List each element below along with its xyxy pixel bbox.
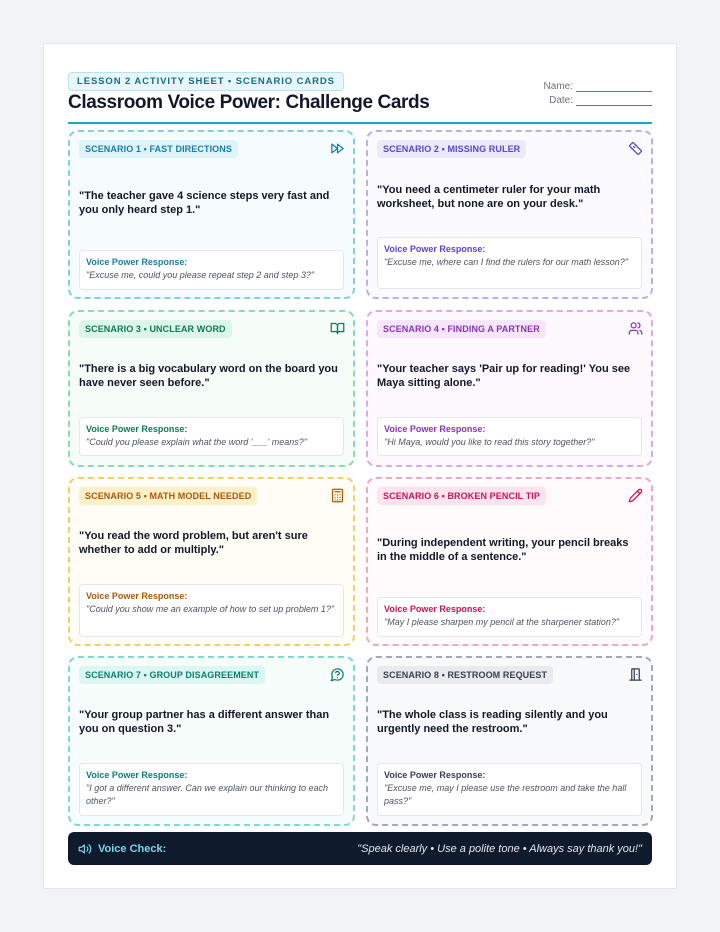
response-text: "Hi Maya, would you like to read this story together?" xyxy=(384,437,595,447)
scenario-prompt: "Your group partner has a different answer than you on question 3." xyxy=(79,709,330,735)
users-icon xyxy=(628,321,643,336)
scenario-card xyxy=(68,310,355,467)
scenario-card xyxy=(366,310,653,467)
scenario-prompt: "Your teacher says 'Pair up for reading!' You see Maya sitting alone." xyxy=(377,363,631,389)
response-box xyxy=(79,417,344,456)
scenario-card xyxy=(366,477,653,646)
response-box xyxy=(377,417,642,456)
scenario-card xyxy=(366,656,653,826)
help-circle-icon xyxy=(330,667,345,682)
lesson-tag: LESSON 2 ACTIVITY SHEET • SCENARIO CARDS xyxy=(68,72,344,91)
response-box xyxy=(377,763,642,816)
response-box xyxy=(377,597,642,637)
pencil-icon xyxy=(628,488,643,503)
response-label: Voice Power Response: xyxy=(86,770,188,780)
response-text: "Could you please explain what the word '___' means?" xyxy=(86,437,307,447)
door-icon xyxy=(628,667,643,682)
response-box xyxy=(79,584,344,637)
response-label: Voice Power Response: xyxy=(86,591,188,601)
scenario-card xyxy=(68,656,355,826)
response-text: "Excuse me, where can I find the rulers for our math lesson?" xyxy=(384,257,629,267)
scenario-card xyxy=(68,477,355,646)
response-label: Voice Power Response: xyxy=(384,424,486,434)
response-text: "I got a different answer. Can we explain our thinking to each other?" xyxy=(86,783,329,806)
speaker-icon xyxy=(78,842,92,856)
name-label: Name: xyxy=(543,81,573,92)
scenario-card xyxy=(68,130,355,299)
scenario-prompt: "During independent writing, your pencil breaks in the middle of a sentence." xyxy=(377,537,629,563)
scenario-label: SCENARIO 5 • MATH MODEL NEEDED xyxy=(79,487,257,505)
scenario-label: SCENARIO 3 • UNCLEAR WORD xyxy=(79,320,232,338)
scenario-prompt: "You read the word problem, but aren't sure whether to add or multiply." xyxy=(79,530,308,556)
activity-sheet xyxy=(43,43,677,889)
response-label: Voice Power Response: xyxy=(384,604,486,614)
scenario-prompt: "There is a big vocabulary word on the board you have never seen before." xyxy=(79,363,338,389)
response-text: "Could you show me an example of how to set up problem 1?" xyxy=(86,604,335,614)
response-text: "Excuse me, could you please repeat step 2 and step 3?" xyxy=(86,270,315,280)
response-box xyxy=(377,237,642,289)
scenario-label: SCENARIO 7 • GROUP DISAGREEMENT xyxy=(79,666,265,684)
calculator-icon xyxy=(330,488,345,503)
response-box xyxy=(79,763,344,816)
date-label: Date: xyxy=(549,95,573,106)
scenario-label: SCENARIO 1 • FAST DIRECTIONS xyxy=(79,140,238,158)
scenario-prompt: "The whole class is reading silently and you urgently need the restroom." xyxy=(377,709,608,735)
response-label: Voice Power Response: xyxy=(384,770,486,780)
open-book-icon xyxy=(330,321,345,336)
voice-check-banner xyxy=(68,832,652,865)
response-label: Voice Power Response: xyxy=(384,244,486,254)
scenario-prompt: "The teacher gave 4 science steps very fast and you only heard step 1." xyxy=(79,190,330,216)
name-date-block xyxy=(544,78,652,106)
scenario-prompt: "You need a centimeter ruler for your math worksheet, but none are on your desk." xyxy=(377,184,601,210)
date-field[interactable] xyxy=(576,96,652,106)
scenario-label: SCENARIO 6 • BROKEN PENCIL TIP xyxy=(377,487,546,505)
header-divider xyxy=(68,122,652,124)
scenario-label: SCENARIO 2 • MISSING RULER xyxy=(377,140,526,158)
response-label: Voice Power Response: xyxy=(86,257,188,267)
scenario-label: SCENARIO 4 • FINDING A PARTNER xyxy=(377,320,546,338)
scenario-label: SCENARIO 8 • RESTROOM REQUEST xyxy=(377,666,553,684)
ruler-icon xyxy=(628,141,643,156)
voice-check-quote: "Speak clearly • Use a polite tone • Always say thank you!" xyxy=(357,842,642,855)
scenario-card xyxy=(366,130,653,299)
fast-forward-icon xyxy=(330,141,345,156)
page-title: Classroom Voice Power: Challenge Cards xyxy=(68,92,430,113)
voice-check-label: Voice Check: xyxy=(98,842,167,855)
response-label: Voice Power Response: xyxy=(86,424,188,434)
response-text: "May I please sharpen my pencil at the sharpener station?" xyxy=(384,617,620,627)
name-field[interactable] xyxy=(576,82,652,92)
response-text: "Excuse me, may I please use the restroom and take the hall pass?" xyxy=(384,783,627,806)
response-box xyxy=(79,250,344,290)
